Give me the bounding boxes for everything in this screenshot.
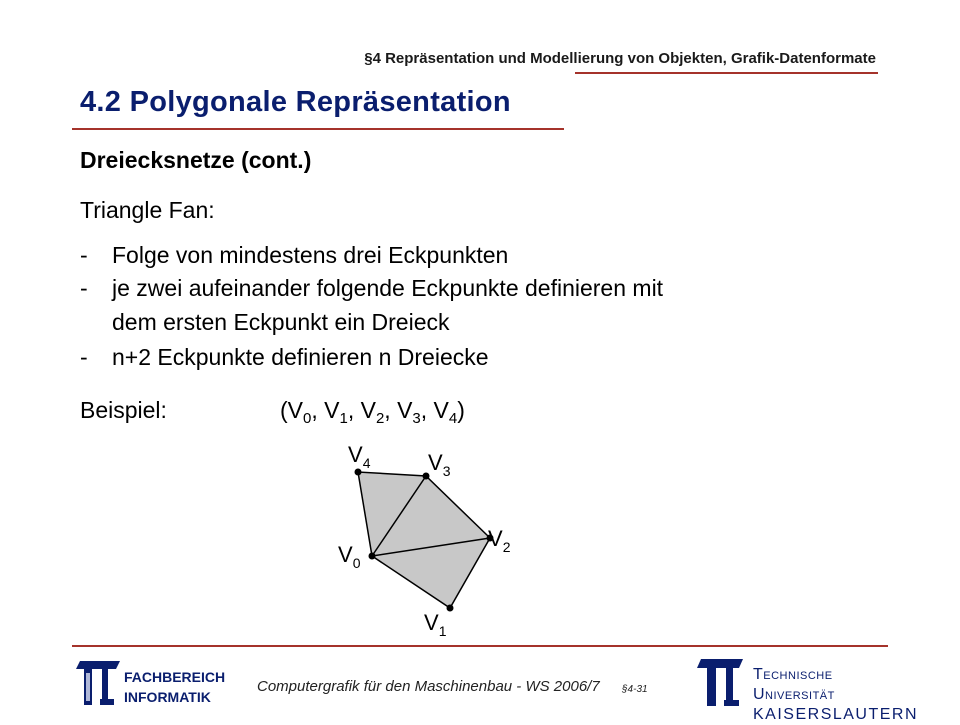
fachbereich-logo bbox=[72, 655, 226, 715]
bullet-dash: - bbox=[80, 275, 88, 301]
vertex-point bbox=[355, 469, 362, 476]
vertex-tuple bbox=[280, 395, 465, 425]
lead-text: Triangle Fan: bbox=[80, 197, 215, 223]
slide-subtitle: Dreiecksnetze (cont.) bbox=[80, 147, 312, 173]
bullet-item bbox=[80, 273, 663, 303]
chapter-header: §4 Repräsentation und Modellierung von Objekten, Grafik-Datenformate bbox=[364, 50, 876, 67]
tuple-paren: ( bbox=[280, 397, 288, 423]
tuple-separator: , bbox=[420, 397, 434, 423]
tuple-vertex-index: 2 bbox=[375, 410, 385, 427]
tuple-paren: ) bbox=[457, 397, 465, 423]
bullet-text: n+2 Eckpunkte definieren n Dreiecke bbox=[112, 344, 489, 370]
tuple-separator: , bbox=[347, 397, 361, 423]
slide-title: 4.2 Polygonale Repräsentation bbox=[80, 86, 511, 118]
logo-line: INFORMATIK bbox=[124, 689, 211, 705]
triangle-fan-figure bbox=[330, 438, 530, 638]
tuple-vertex: V bbox=[287, 397, 304, 423]
vertex-label-v4: $V_4$ bbox=[348, 442, 371, 471]
vertex-point bbox=[447, 605, 454, 612]
bullet-text: je zwei aufeinander folgende Eckpunkte definieren mit bbox=[112, 275, 664, 301]
university-logo-text bbox=[753, 665, 918, 725]
footer-rule bbox=[72, 645, 888, 647]
title-rule bbox=[72, 128, 564, 130]
fan-area bbox=[358, 472, 490, 608]
page-number: §4-31 bbox=[622, 684, 648, 695]
fachbereich-logo-icon bbox=[72, 655, 122, 710]
logo-line: Technische Universität bbox=[753, 666, 835, 703]
vertex-label-v3: $V_3$ bbox=[428, 450, 451, 479]
university-logo-icon bbox=[695, 655, 747, 710]
bullet-item bbox=[80, 240, 508, 270]
university-logo bbox=[695, 655, 919, 723]
bullet-dash: - bbox=[80, 344, 88, 370]
fachbereich-logo-text bbox=[124, 667, 225, 707]
vertex-label-v0: $V_0$ bbox=[338, 542, 361, 571]
header-rule bbox=[575, 72, 878, 74]
tuple-vertex-index: 4 bbox=[448, 410, 458, 427]
vertex-label-v2: $V_2$ bbox=[488, 526, 511, 555]
tuple-separator: , bbox=[311, 397, 325, 423]
tuple-vertex: V bbox=[433, 397, 449, 423]
logo-line: KAISERSLAUTERN bbox=[753, 706, 919, 723]
bullet-text: Folge von mindestens drei Eckpunkten bbox=[112, 242, 509, 268]
tuple-vertex: V bbox=[360, 397, 376, 423]
bullet-dash: - bbox=[80, 242, 88, 268]
bullet-item bbox=[80, 342, 489, 372]
course-footer: Computergrafik für den Maschinenbau - WS 2006/7 bbox=[257, 678, 600, 695]
vertex-label-v1: $V_1$ bbox=[424, 610, 447, 638]
tuple-separator: , bbox=[384, 397, 398, 423]
vertex-point bbox=[369, 553, 376, 560]
example-label: Beispiel: bbox=[80, 397, 167, 423]
tuple-vertex-index: 1 bbox=[339, 410, 348, 427]
tuple-vertex: V bbox=[324, 397, 340, 423]
tuple-vertex: V bbox=[397, 397, 413, 423]
tuple-vertex-index: 3 bbox=[412, 410, 421, 427]
tuple-vertex-index: 0 bbox=[303, 410, 312, 427]
logo-line: FACHBEREICH bbox=[124, 669, 226, 685]
bullet-continuation: dem ersten Eckpunkt ein Dreieck bbox=[112, 309, 450, 335]
